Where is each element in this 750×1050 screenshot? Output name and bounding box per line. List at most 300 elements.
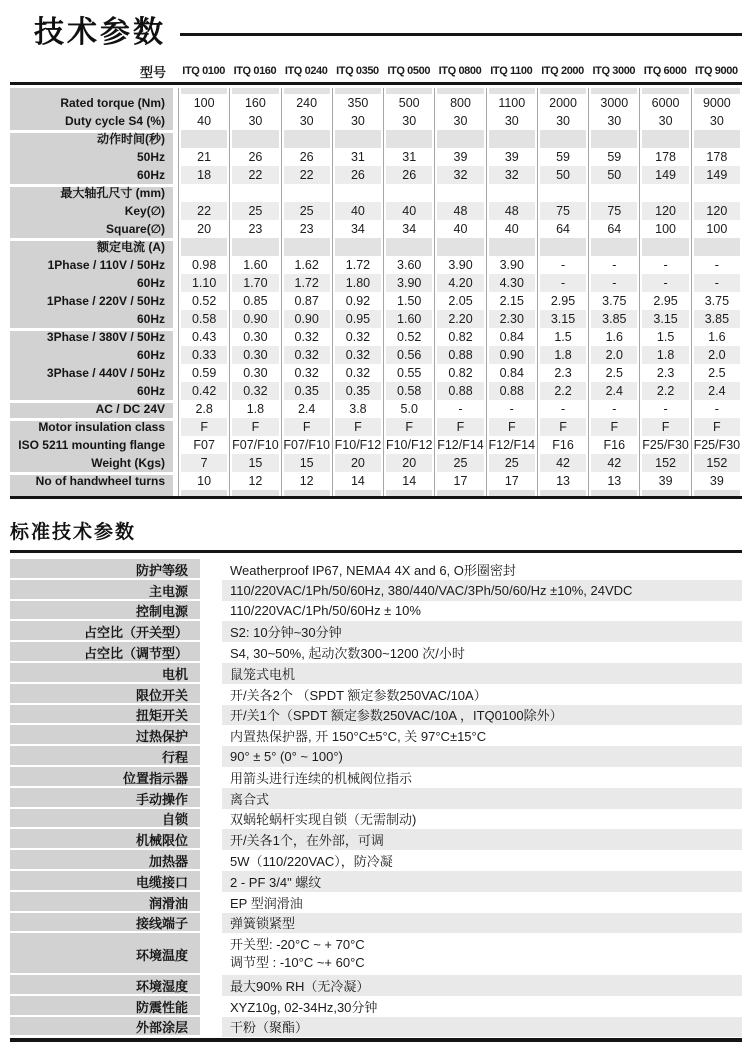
spec-cell: 22 (281, 166, 332, 184)
spec-group-cell (229, 130, 280, 148)
spec-cell: 5.0 (383, 400, 434, 418)
spec-cell: 100 (691, 220, 742, 238)
std-param-row (10, 746, 742, 767)
spec-group-cell (281, 130, 332, 148)
spec-cell: 1100 (486, 94, 537, 112)
spec-group-cell (639, 490, 690, 496)
std-param-row (10, 892, 742, 913)
spec-cell: F (434, 418, 485, 436)
spec-table-row (10, 238, 742, 256)
spec-group-cell (332, 238, 383, 256)
spec-cell: 31 (332, 148, 383, 166)
std-param-value: 开/关各1个，在外部，可调 (222, 829, 742, 850)
spec-cell: 30 (229, 112, 280, 130)
bottom-rule (10, 1038, 742, 1042)
spec-row-label: 3Phase / 440V / 50Hz (10, 364, 173, 382)
spec-row-label: Square(∅) (10, 220, 173, 238)
spec-cell: 1.60 (229, 256, 280, 274)
std-param-row (10, 705, 742, 726)
spec-cell: 4.30 (486, 274, 537, 292)
spec-group-cell (486, 238, 537, 256)
spec-cell: 3.90 (383, 274, 434, 292)
std-param-value: 最大90% RH（无冷凝） (222, 975, 742, 996)
model-header-cell: ITQ 0160 (233, 65, 277, 77)
spec-cell: 3.75 (691, 292, 742, 310)
spec-cell: 2.2 (537, 382, 588, 400)
spec-cell: 0.59 (178, 364, 229, 382)
spec-cell: 0.88 (434, 382, 485, 400)
std-param-row (10, 809, 742, 830)
spec-table-row (10, 148, 742, 166)
spec-cell: 30 (639, 112, 690, 130)
spec-cell: 17 (434, 472, 485, 490)
spec-group-cell (281, 238, 332, 256)
label-value-gap (200, 829, 222, 850)
label-value-gap (200, 767, 222, 788)
label-value-gap (200, 746, 222, 767)
spec-row-label: Duty cycle S4 (%) (10, 112, 173, 130)
spec-row-label: Motor insulation class (10, 418, 173, 436)
std-param-value: 开/关各2个 （SPDT 额定参数250VAC/10A） (230, 687, 487, 703)
std-param-value: 110/220VAC/1Ph/50/60Hz, 380/440/VAC/3Ph/50/60/Hz ±10%, 24VDC (222, 580, 742, 601)
spec-cell: 13 (537, 472, 588, 490)
spec-row-label: 3Phase / 380V / 50Hz (10, 328, 173, 346)
spec-cell: 15 (229, 454, 280, 472)
spec-cell: 1.72 (281, 274, 332, 292)
spec-row-label: 1Phase / 220V / 50Hz (10, 292, 173, 310)
spec-cell: 0.88 (486, 382, 537, 400)
spec-cell: 0.56 (383, 346, 434, 364)
std-param-label: 机械限位 (10, 829, 200, 850)
model-header-cell: ITQ 6000 (643, 65, 687, 77)
spec-cell: 1.80 (332, 274, 383, 292)
spec-table-row (10, 274, 742, 292)
spec-cell: 30 (691, 112, 742, 130)
spec-cell: 2.0 (588, 346, 639, 364)
spec-cell: 1.6 (588, 328, 639, 346)
spec-cell: 3.85 (588, 310, 639, 328)
spec-table-bottom-rule (10, 496, 742, 499)
spec-cell: F16 (537, 436, 588, 454)
spec-cell: 34 (332, 220, 383, 238)
spec-cell: 75 (588, 202, 639, 220)
spec-group-cell (178, 238, 229, 256)
spec-cell: F (332, 418, 383, 436)
std-param-row (10, 996, 742, 1017)
spec-cell: 0.32 (281, 328, 332, 346)
std-param-row (10, 559, 742, 580)
std-param-value: 内置热保护器, 开 150°C±5°C, 关 97°C±15°C (230, 729, 487, 745)
spec-cell: 0.85 (229, 292, 280, 310)
label-value-gap (200, 933, 222, 975)
spec-cell: 20 (332, 454, 383, 472)
spec-cell: 39 (691, 472, 742, 490)
std-param-label: 占空比（开关型） (10, 621, 200, 642)
spec-group-cell (486, 130, 537, 148)
section2-rule (10, 550, 742, 553)
std-param-label: 外部涂层 (10, 1017, 200, 1038)
spec-table (10, 60, 742, 499)
spec-group-cell (588, 238, 639, 256)
spec-cell: 2.95 (537, 292, 588, 310)
spec-cell: 1.5 (639, 328, 690, 346)
std-param-label: 手动操作 (10, 788, 200, 809)
spec-cell: 152 (691, 454, 742, 472)
spec-cell: 149 (691, 166, 742, 184)
spec-group-cell (434, 130, 485, 148)
std-params-table (10, 559, 742, 1037)
spec-cell: 0.95 (332, 310, 383, 328)
label-value-gap (200, 559, 222, 580)
spec-cell: 40 (332, 202, 383, 220)
spec-cell: 10 (178, 472, 229, 490)
spec-table-row (10, 202, 742, 220)
spec-cell: 20 (383, 454, 434, 472)
spec-group-cell (178, 184, 229, 202)
spec-table-row (10, 382, 742, 400)
label-value-gap (200, 892, 222, 913)
model-column-label: 型号 (139, 64, 166, 80)
spec-cell: 240 (281, 94, 332, 112)
spec-cell: 3.75 (588, 292, 639, 310)
model-header-cell: ITQ 3000 (592, 65, 636, 77)
label-value-gap (200, 705, 222, 726)
spec-cell: 26 (229, 148, 280, 166)
spec-table-body (10, 88, 742, 496)
spec-cell: 178 (691, 148, 742, 166)
spec-group-cell (383, 490, 434, 496)
spec-cell: 2.8 (178, 400, 229, 418)
spec-cell: - (537, 274, 588, 292)
std-param-label: 位置指示器 (10, 767, 200, 788)
spec-cell: F16 (588, 436, 639, 454)
spec-cell: 1.50 (383, 292, 434, 310)
spec-cell: 800 (434, 94, 485, 112)
std-param-value: 离合式 (222, 788, 742, 809)
spec-cell: 18 (178, 166, 229, 184)
spec-cell: 0.55 (383, 364, 434, 382)
std-param-value: 干粉（聚酯） (222, 1017, 742, 1038)
std-param-row (10, 642, 742, 663)
spec-cell: F25/F30 (691, 436, 742, 454)
spec-group-cell (434, 184, 485, 202)
std-param-value: 双蜗轮蜗杆实现自锁（无需制动) (230, 812, 417, 828)
spec-cell: F (281, 418, 332, 436)
spec-cell: - (537, 400, 588, 418)
spec-cell: 59 (588, 148, 639, 166)
spec-cell: 500 (383, 94, 434, 112)
std-param-label: 限位开关 (10, 684, 200, 705)
spec-cell: 13 (588, 472, 639, 490)
spec-cell: - (588, 256, 639, 274)
spec-cell: 0.43 (178, 328, 229, 346)
spec-cell: 0.32 (332, 346, 383, 364)
spec-group-cell (281, 490, 332, 496)
spec-table-row (10, 184, 742, 202)
label-value-gap (200, 663, 222, 684)
spec-cell: 0.90 (486, 346, 537, 364)
model-header-cell: ITQ 0500 (387, 65, 431, 77)
spec-cell: 3.60 (383, 256, 434, 274)
spec-cell: 0.52 (383, 328, 434, 346)
spec-row-label: 60Hz (10, 346, 173, 364)
spec-cell: 50 (537, 166, 588, 184)
spec-group-cell (588, 130, 639, 148)
label-value-gap (200, 621, 222, 642)
spec-row-label: ISO 5211 mounting flange (10, 436, 173, 454)
spec-group-cell (537, 130, 588, 148)
spec-cell: 160 (229, 94, 280, 112)
spec-group-cell (332, 184, 383, 202)
std-param-label: 占空比（调节型） (10, 642, 200, 663)
spec-row-label: 最大轴孔尺寸 (mm) (10, 184, 173, 202)
std-param-value: 110/220VAC/1Ph/50/60Hz ± 10% (230, 603, 421, 619)
label-value-gap (200, 684, 222, 705)
std-param-value: 2 - PF 3/4" 螺纹 (222, 871, 742, 892)
std-param-row (10, 829, 742, 850)
std-param-value: 鼠笼式电机 (222, 663, 742, 684)
spec-cell: 2.4 (281, 400, 332, 418)
spec-cell: 1.5 (537, 328, 588, 346)
model-header-cell: ITQ 0800 (438, 65, 482, 77)
spec-cell: 40 (486, 220, 537, 238)
spec-cell: 12 (229, 472, 280, 490)
spec-cell: 75 (537, 202, 588, 220)
spec-cell: F (537, 418, 588, 436)
std-param-row (10, 663, 742, 684)
spec-cell: 0.84 (486, 328, 537, 346)
spec-row-label: Weight (Kgs) (10, 454, 173, 472)
spec-cell: 0.32 (229, 382, 280, 400)
std-param-label: 防护等级 (10, 559, 200, 580)
spec-cell: 1.62 (281, 256, 332, 274)
spec-cell: 3.85 (691, 310, 742, 328)
spec-cell: 59 (537, 148, 588, 166)
spec-cell: F (383, 418, 434, 436)
std-param-row (10, 580, 742, 601)
std-param-label: 行程 (10, 746, 200, 767)
spec-group-cell (383, 184, 434, 202)
spec-cell: 0.30 (229, 364, 280, 382)
spec-row-label: 1Phase / 110V / 50Hz (10, 256, 173, 274)
label-value-gap (200, 850, 222, 871)
spec-cell: 2.4 (588, 382, 639, 400)
spec-cell: 23 (281, 220, 332, 238)
spec-cell: 2.95 (639, 292, 690, 310)
spec-cell: 0.32 (281, 364, 332, 382)
spec-cell: 26 (332, 166, 383, 184)
spec-cell: - (691, 400, 742, 418)
spec-table-row (10, 472, 742, 490)
spec-row-label: 60Hz (10, 166, 173, 184)
spec-cell: 30 (332, 112, 383, 130)
spec-cell: - (486, 400, 537, 418)
spec-cell: - (588, 400, 639, 418)
spec-table-row (10, 292, 742, 310)
spec-cell: 6000 (639, 94, 690, 112)
std-param-value: S4, 30~50%, 起动次数300~1200 次/小时 (230, 646, 465, 662)
spec-cell: - (639, 256, 690, 274)
spec-table-row (10, 364, 742, 382)
std-param-label: 环境温度 (10, 933, 200, 975)
spec-cell: 152 (639, 454, 690, 472)
spec-cell: 17 (486, 472, 537, 490)
spec-cell: 40 (383, 202, 434, 220)
spec-cell: 0.88 (434, 346, 485, 364)
spec-cell: 50 (588, 166, 639, 184)
std-param-row (10, 1017, 742, 1038)
std-param-label: 环境湿度 (10, 975, 200, 996)
spec-cell: 42 (588, 454, 639, 472)
spec-group-cell (486, 184, 537, 202)
spec-cell: 40 (178, 112, 229, 130)
spec-cell: F07 (178, 436, 229, 454)
spec-table-row (10, 346, 742, 364)
spec-cell: 2.4 (691, 382, 742, 400)
spec-cell: F10/F12 (383, 436, 434, 454)
spec-spacer-row (10, 490, 742, 496)
spec-group-cell (229, 490, 280, 496)
spec-cell: 2.0 (691, 346, 742, 364)
spec-cell: F10/F12 (332, 436, 383, 454)
spec-cell: - (691, 256, 742, 274)
spec-cell: 12 (281, 472, 332, 490)
spec-cell: F (639, 418, 690, 436)
spec-group-cell (588, 490, 639, 496)
spec-cell: 0.82 (434, 364, 485, 382)
spec-table-row (10, 418, 742, 436)
spec-cell: 1.70 (229, 274, 280, 292)
spec-cell: 3.8 (332, 400, 383, 418)
spec-cell: 64 (588, 220, 639, 238)
spec-cell: 25 (486, 454, 537, 472)
spec-row-label (10, 490, 173, 496)
spec-cell: 0.58 (383, 382, 434, 400)
std-param-value: Weatherproof IP67, NEMA4 4X and 6, O形圈密封 (230, 562, 516, 578)
spec-cell: 0.35 (281, 382, 332, 400)
std-param-label: 扭矩开关 (10, 705, 200, 726)
spec-cell: 2.15 (486, 292, 537, 310)
spec-cell: 0.42 (178, 382, 229, 400)
label-value-gap (200, 580, 222, 601)
spec-cell: 40 (434, 220, 485, 238)
spec-cell: 26 (383, 166, 434, 184)
spec-cell: 3.90 (434, 256, 485, 274)
spec-cell: 350 (332, 94, 383, 112)
std-param-label: 自锁 (10, 809, 200, 830)
spec-group-cell (178, 490, 229, 496)
spec-table-header-row (10, 60, 742, 82)
model-header-cell: ITQ 2000 (541, 65, 584, 77)
spec-cell: 26 (281, 148, 332, 166)
spec-cell: 42 (537, 454, 588, 472)
spec-cell: 21 (178, 148, 229, 166)
spec-row-label: No of handwheel turns (10, 472, 173, 490)
spec-row-label: 60Hz (10, 274, 173, 292)
label-value-gap (200, 601, 222, 622)
spec-row-label: 动作时间(秒) (10, 130, 173, 148)
spec-cell: 3000 (588, 94, 639, 112)
model-header-cell: ITQ 0100 (182, 65, 225, 77)
spec-cell: 0.30 (229, 346, 280, 364)
spec-table-row (10, 400, 742, 418)
spec-cell: 7 (178, 454, 229, 472)
spec-cell: 2.20 (434, 310, 485, 328)
std-param-label: 过热保护 (10, 725, 200, 746)
spec-cell: - (434, 400, 485, 418)
spec-cell: 1.8 (537, 346, 588, 364)
std-param-row (10, 871, 742, 892)
spec-cell: 39 (639, 472, 690, 490)
spec-cell: 2.3 (639, 364, 690, 382)
spec-cell: 178 (639, 148, 690, 166)
spec-table-row (10, 256, 742, 274)
label-value-gap (200, 996, 222, 1017)
spec-row-label: 额定电流 (A) (10, 238, 173, 256)
spec-group-cell (332, 130, 383, 148)
section2-title: 标准技术参数 (10, 522, 137, 543)
spec-cell: 25 (281, 202, 332, 220)
std-param-label: 润滑油 (10, 892, 200, 913)
spec-table-row (10, 328, 742, 346)
spec-group-cell (383, 130, 434, 148)
spec-cell: - (639, 400, 690, 418)
spec-row-label: Rated torque (Nm) (10, 94, 173, 112)
spec-cell: 0.30 (229, 328, 280, 346)
label-value-gap (200, 975, 222, 996)
spec-cell: F (178, 418, 229, 436)
spec-cell: 32 (434, 166, 485, 184)
spec-table-row (10, 436, 742, 454)
spec-cell: F12/F14 (486, 436, 537, 454)
std-param-row (10, 788, 742, 809)
spec-table-row (10, 310, 742, 328)
std-param-value: 90° ± 5° (0° ~ 100°) (222, 746, 742, 767)
spec-group-cell (383, 238, 434, 256)
spec-cell: 2.5 (691, 364, 742, 382)
spec-cell: 1.60 (383, 310, 434, 328)
std-param-label: 控制电源 (10, 601, 200, 622)
spec-cell: 22 (229, 166, 280, 184)
label-value-gap (200, 642, 222, 663)
spec-group-cell (537, 184, 588, 202)
spec-cell: 100 (178, 94, 229, 112)
spec-cell: 32 (486, 166, 537, 184)
std-param-value: 用箭头进行连续的机械阀位指示 (230, 770, 413, 786)
spec-cell: 1.72 (332, 256, 383, 274)
label-value-gap (200, 913, 222, 934)
spec-cell: 39 (434, 148, 485, 166)
spec-cell: 30 (434, 112, 485, 130)
spec-group-cell (229, 238, 280, 256)
spec-cell: 25 (229, 202, 280, 220)
spec-cell: 64 (537, 220, 588, 238)
spec-cell: 31 (383, 148, 434, 166)
model-header-cell: ITQ 0240 (284, 65, 328, 77)
spec-group-cell (434, 238, 485, 256)
spec-cell: 34 (383, 220, 434, 238)
spec-cell: 30 (383, 112, 434, 130)
std-param-label: 防震性能 (10, 996, 200, 1017)
spec-cell: 2.2 (639, 382, 690, 400)
model-header-cell: ITQ 0350 (336, 65, 379, 77)
spec-cell: F07/F10 (281, 436, 332, 454)
spec-group-cell (691, 184, 742, 202)
spec-cell: 100 (639, 220, 690, 238)
std-param-value (222, 933, 742, 975)
spec-table-row (10, 94, 742, 112)
spec-group-cell (639, 130, 690, 148)
